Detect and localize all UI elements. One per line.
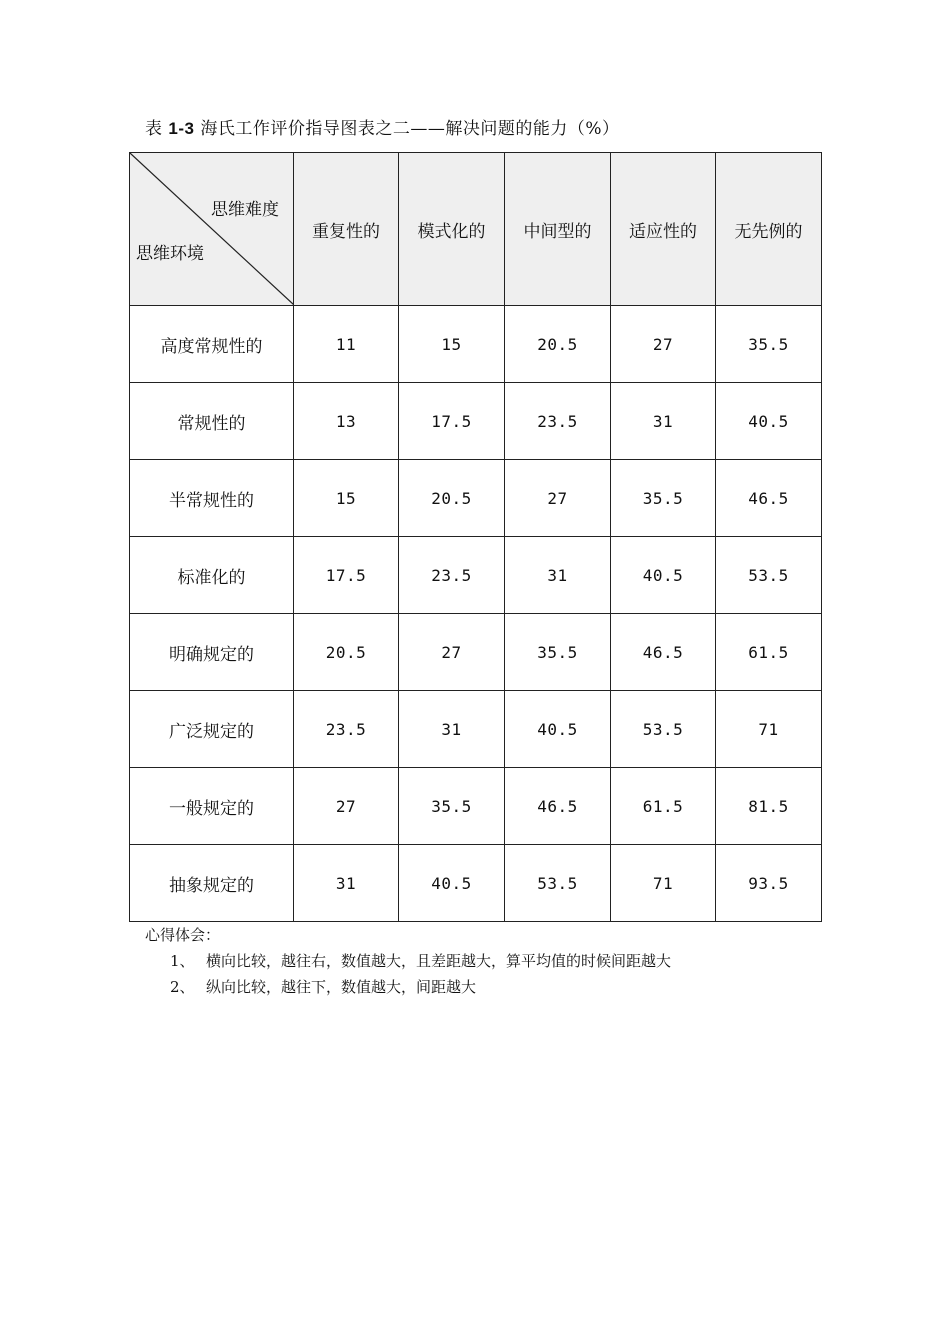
row-header: 常规性的 — [130, 383, 294, 460]
note-number: 1、 — [170, 952, 195, 970]
corner-bottom-label: 思维环境 — [136, 244, 204, 264]
table-caption — [145, 114, 620, 139]
table-cell: 46.5 — [716, 460, 822, 537]
header-row — [130, 153, 822, 306]
caption-title: 海氏工作评价指导图表之二——解决问题的能力（%） — [194, 119, 620, 139]
column-header: 适应性的 — [611, 153, 716, 306]
table-cell: 31 — [611, 383, 716, 460]
table-cell: 17.5 — [399, 383, 505, 460]
table-cell: 23.5 — [399, 537, 505, 614]
column-header: 重复性的 — [294, 153, 399, 306]
table-cell: 40.5 — [399, 845, 505, 922]
corner-top-label: 思维难度 — [211, 200, 279, 220]
table-cell: 53.5 — [611, 691, 716, 768]
row-header: 半常规性的 — [130, 460, 294, 537]
row-header: 标准化的 — [130, 537, 294, 614]
table-cell: 35.5 — [505, 614, 611, 691]
table-cell: 35.5 — [716, 306, 822, 383]
table-row — [130, 306, 822, 383]
table-cell: 20.5 — [294, 614, 399, 691]
table-cell: 35.5 — [399, 768, 505, 845]
table-cell: 61.5 — [716, 614, 822, 691]
note-text: 横向比较，越往右，数值越大，且差距越大，算平均值的时候间距越大 — [206, 952, 672, 970]
column-header: 模式化的 — [399, 153, 505, 306]
table-cell: 27 — [399, 614, 505, 691]
table-cell: 31 — [294, 845, 399, 922]
table-cell: 35.5 — [611, 460, 716, 537]
notes-heading: 心得体会： — [145, 926, 221, 944]
table-cell: 71 — [611, 845, 716, 922]
column-header: 无先例的 — [716, 153, 822, 306]
notes-section — [145, 922, 671, 1000]
table-cell: 15 — [294, 460, 399, 537]
caption-number: 1-3 — [168, 119, 195, 138]
note-item — [145, 974, 671, 1000]
table-cell: 53.5 — [716, 537, 822, 614]
table-cell: 27 — [505, 460, 611, 537]
table-cell: 15 — [399, 306, 505, 383]
table-cell: 61.5 — [611, 768, 716, 845]
row-header: 明确规定的 — [130, 614, 294, 691]
table-cell: 23.5 — [294, 691, 399, 768]
table-cell: 71 — [716, 691, 822, 768]
table-cell: 40.5 — [505, 691, 611, 768]
table-row — [130, 614, 822, 691]
table-cell: 17.5 — [294, 537, 399, 614]
note-item — [145, 948, 671, 974]
table-row — [130, 383, 822, 460]
column-header: 中间型的 — [505, 153, 611, 306]
table-cell: 23.5 — [505, 383, 611, 460]
table-cell: 31 — [399, 691, 505, 768]
table-cell: 27 — [611, 306, 716, 383]
table-cell: 20.5 — [399, 460, 505, 537]
table-cell: 11 — [294, 306, 399, 383]
table-cell: 20.5 — [505, 306, 611, 383]
table-row — [130, 768, 822, 845]
caption-prefix: 表 — [145, 119, 169, 139]
table-cell: 93.5 — [716, 845, 822, 922]
table-cell: 53.5 — [505, 845, 611, 922]
table-cell: 40.5 — [611, 537, 716, 614]
diagonal-divider — [130, 153, 294, 305]
table-row — [130, 537, 822, 614]
table-cell: 81.5 — [716, 768, 822, 845]
row-header: 抽象规定的 — [130, 845, 294, 922]
table-row — [130, 691, 822, 768]
evaluation-table — [129, 152, 822, 922]
table-cell: 46.5 — [611, 614, 716, 691]
row-header: 高度常规性的 — [130, 306, 294, 383]
table-cell: 46.5 — [505, 768, 611, 845]
table-row — [130, 460, 822, 537]
note-number: 2、 — [170, 978, 195, 996]
table-row — [130, 845, 822, 922]
corner-cell — [130, 153, 294, 306]
row-header: 一般规定的 — [130, 768, 294, 845]
table-cell: 27 — [294, 768, 399, 845]
table-cell: 40.5 — [716, 383, 822, 460]
table-cell: 31 — [505, 537, 611, 614]
table-cell: 13 — [294, 383, 399, 460]
note-text: 纵向比较，越往下，数值越大，间距越大 — [206, 978, 477, 996]
row-header: 广泛规定的 — [130, 691, 294, 768]
